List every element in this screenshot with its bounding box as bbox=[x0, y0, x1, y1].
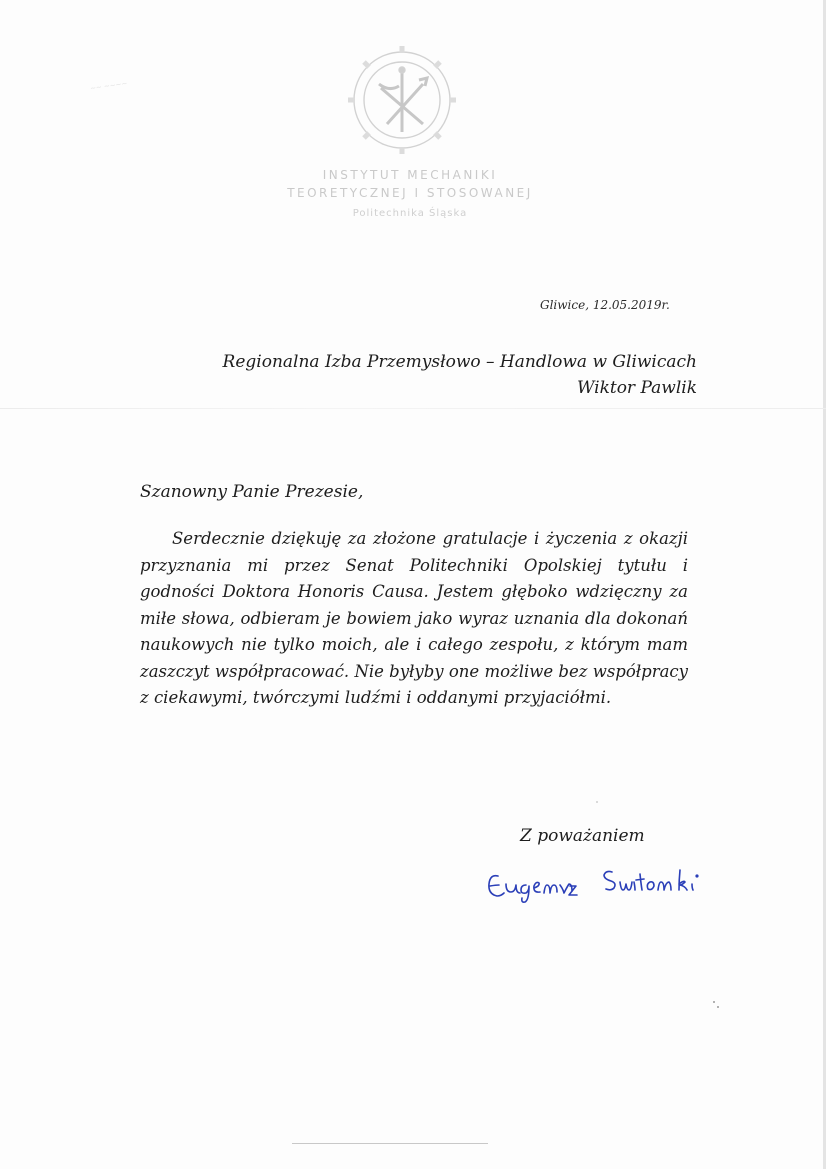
faint-stamp-mark: ~~ ~~~~ bbox=[89, 79, 128, 93]
salutation: Szanowny Panie Prezesie, bbox=[140, 482, 364, 502]
institute-name-line2: TEORETYCZNEJ I STOSOWANEJ bbox=[287, 186, 533, 200]
letter-date: Gliwice, 12.05.2019r. bbox=[540, 298, 670, 312]
handwritten-signature bbox=[484, 858, 714, 908]
bottom-rule bbox=[292, 1143, 488, 1144]
scan-speck bbox=[713, 1001, 715, 1003]
scan-speck bbox=[596, 801, 598, 803]
recipient-organization: Regionalna Izba Przemysłowo – Handlowa w Gliwicach bbox=[222, 352, 697, 372]
institute-emblem-icon bbox=[343, 40, 461, 164]
recipient-name: Wiktor Pawlik bbox=[576, 378, 697, 398]
institute-name-line1: INSTYTUT MECHANIKI bbox=[322, 168, 498, 182]
letter-body: Serdecznie dziękuję za złożone gratulacje i życzenia z okazji przyznania mi przez Senat Politechniki Opolskiej tytułu i godności Doktora Honoris Causa. Jestem głęboko wdzięczny za miłe słowa, odbieram je bowiem jako wyraz uznania dla dokonań naukowych nie tylko moich, ale i całego zespołu, z którym mam zaszczyt współpracować. Nie byłyby one możliwe bez współpracy z ciekawymi, twórczymi ludźmi i oddanymi przyjaciółmi. bbox=[140, 529, 688, 707]
closing: Z poważaniem bbox=[520, 826, 645, 846]
university-name: Politechnika Śląska bbox=[352, 208, 468, 219]
paper-fold-line bbox=[0, 408, 826, 409]
scan-speck bbox=[717, 1006, 719, 1008]
